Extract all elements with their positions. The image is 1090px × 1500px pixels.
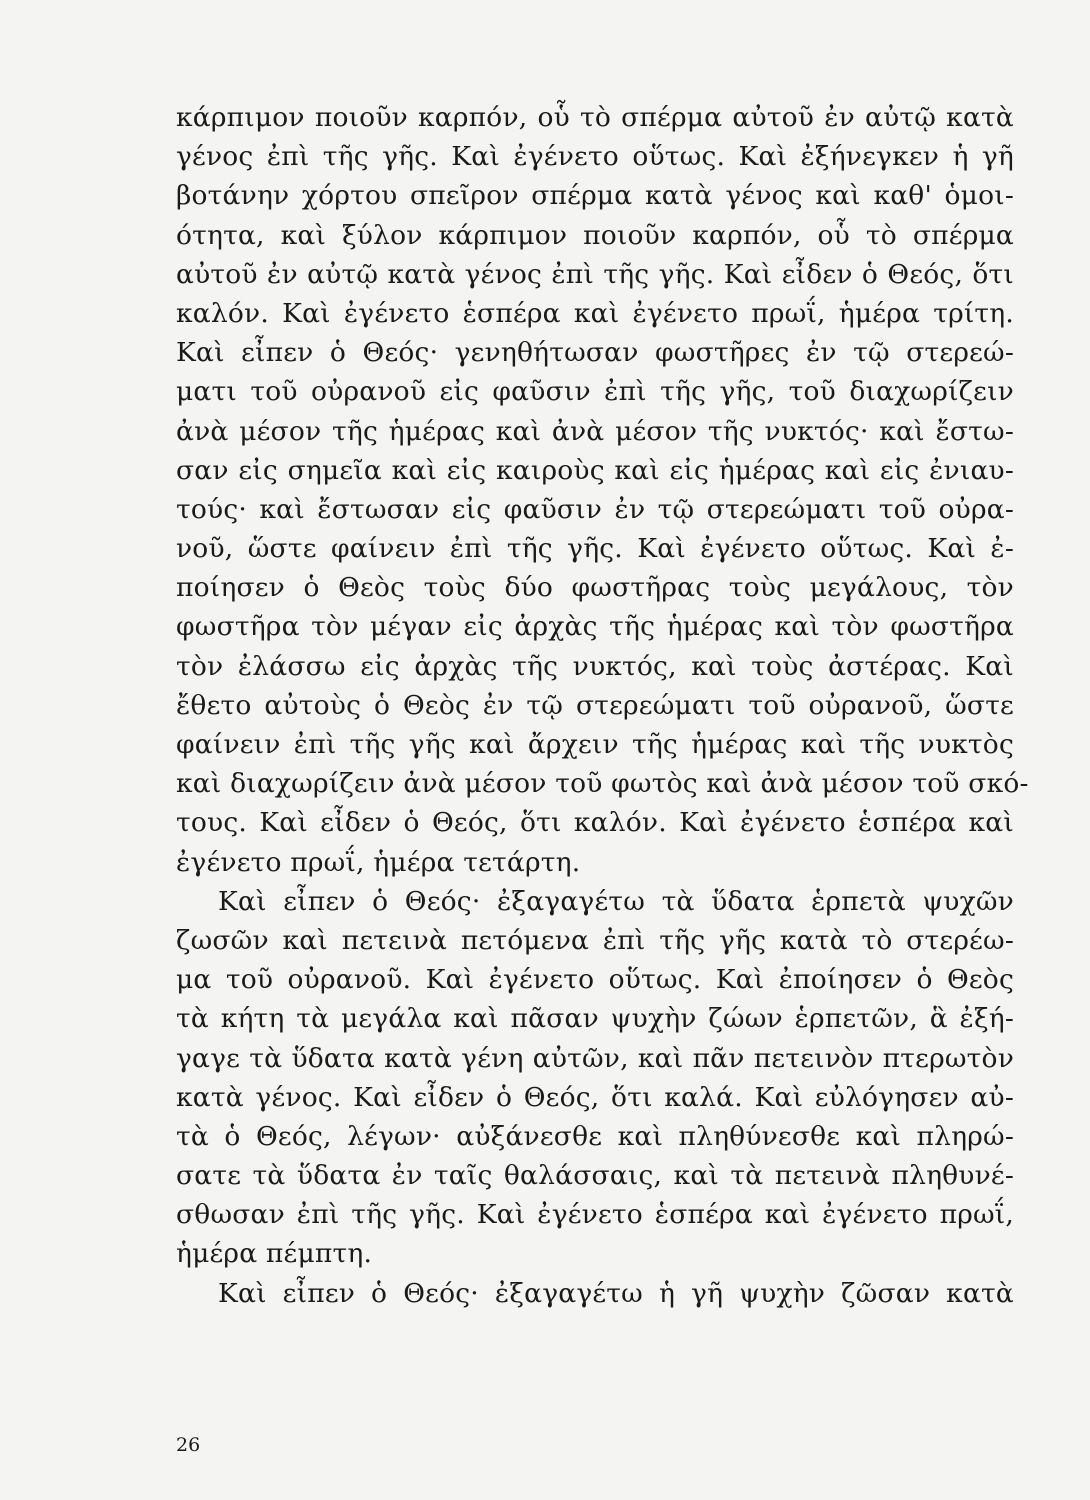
text-line: τούς· καὶ ἔστωσαν εἰς φαῦσιν ἐν τῷ στερεώματι τοῦ οὐρα-: [176, 493, 1014, 525]
text-line: σθωσαν ἐπὶ τῆς γῆς. Καὶ ἐγένετο ἑσπέρα καὶ ἐγένετο πρωΐ,: [176, 1199, 1014, 1231]
text-line: Καὶ εἶπεν ὁ Θεός· ἐξαγαγέτω ἡ γῆ ψυχὴν ζῶσαν κατὰ: [218, 1277, 1014, 1309]
text-line: ἡμέρα πέμπτη.: [176, 1238, 373, 1270]
text-line: ἔθετο αὐτοὺς ὁ Θεὸς ἐν τῷ στερεώματι τοῦ οὐρανοῦ, ὥστε: [176, 689, 1014, 721]
text-line: αὐτοῦ ἐν αὐτῷ κατὰ γένος ἐπὶ τῆς γῆς. Καὶ εἶδεν ὁ Θεός, ὅτι: [176, 258, 1014, 290]
text-line: ότητα, καὶ ξύλον κάρπιμον ποιοῦν καρπόν, οὗ τὸ σπέρμα: [176, 219, 1014, 251]
text-line: ματι τοῦ οὐρανοῦ εἰς φαῦσιν ἐπὶ τῆς γῆς, τοῦ διαχωρίζειν: [176, 376, 1014, 408]
text-line: Καὶ εἶπεν ὁ Θεός· ἐξαγαγέτω τὰ ὕδατα ἑρπετὰ ψυχῶν: [218, 885, 1014, 917]
text-line: τὸν ἐλάσσω εἰς ἀρχὰς τῆς νυκτός, καὶ τοὺς ἀστέρας. Καὶ: [176, 650, 1014, 682]
text-line: ἀνὰ μέσον τῆς ἡμέρας καὶ ἀνὰ μέσον τῆς νυκτός· καὶ ἔστω-: [176, 415, 1014, 447]
text-line: ποίησεν ὁ Θεὸς τοὺς δύο φωστῆρας τοὺς μεγάλους, τὸν: [176, 572, 1014, 604]
text-line: τὰ κήτη τὰ μεγάλα καὶ πᾶσαν ψυχὴν ζώων ἑρπετῶν, ἃ ἐξή-: [176, 1003, 1014, 1035]
text-line: καὶ διαχωρίζειν ἀνὰ μέσον τοῦ φωτὸς καὶ ἀνὰ μέσον τοῦ σκό-: [176, 768, 1029, 800]
text-line: φαίνειν ἐπὶ τῆς γῆς καὶ ἄρχειν τῆς ἡμέρας καὶ τῆς νυκτὸς: [176, 729, 1014, 760]
text-line: Καὶ εἶπεν ὁ Θεός· γενηθήτωσαν φωστῆρες ἐν τῷ στερεώ-: [176, 337, 1014, 369]
text-line: μα τοῦ οὐρανοῦ. Καὶ ἐγένετο οὕτως. Καὶ ἐποίησεν ὁ Θεὸς: [176, 964, 1014, 996]
text-line: τους. Καὶ εἶδεν ὁ Θεός, ὅτι καλόν. Καὶ ἐγένετο ἑσπέρα καὶ: [176, 807, 1014, 839]
text-line: ζωσῶν καὶ πετεινὰ πετόμενα ἐπὶ τῆς γῆς κατὰ τὸ στερέω-: [176, 924, 1014, 956]
page-number: 26: [176, 1434, 201, 1456]
text-line: τὰ ὁ Θεός, λέγων· αὐξάνεσθε καὶ πληθύνεσθε καὶ πληρώ-: [176, 1120, 1014, 1152]
text-line: σαν εἰς σημεῖα καὶ εἰς καιροὺς καὶ εἰς ἡμέρας καὶ εἰς ἐνιαυ-: [176, 454, 1014, 486]
text-line: βοτάνην χόρτου σπεῖρον σπέρμα κατὰ γένος καὶ καθ' ὁμοι-: [176, 180, 1014, 212]
text-line: φωστῆρα τὸν μέγαν εἰς ἀρχὰς τῆς ἡμέρας καὶ τὸν φωστῆρα: [176, 611, 1014, 643]
text-line: γαγε τὰ ὕδατα κατὰ γένη αὐτῶν, καὶ πᾶν πετεινὸν πτερωτὸν: [176, 1042, 1014, 1074]
text-line: κατὰ γένος. Καὶ εἶδεν ὁ Θεός, ὅτι καλά. Καὶ εὐλόγησεν αὐ-: [176, 1081, 1014, 1113]
text-line: καλόν. Καὶ ἐγένετο ἑσπέρα καὶ ἐγένετο πρωΐ, ἡμέρα τρίτη.: [176, 297, 1014, 329]
body-text: [176, 98, 1029, 1313]
text-line: ἐγένετο πρωΐ, ἡμέρα τετάρτη.: [176, 846, 581, 878]
text-line: σατε τὰ ὕδατα ἐν ταῖς θαλάσσαις, καὶ τὰ πετεινὰ πληθυνέ-: [176, 1160, 1014, 1192]
text-line: νοῦ, ὥστε φαίνειν ἐπὶ τῆς γῆς. Καὶ ἐγένετο οὕτως. Καὶ ἐ-: [176, 533, 1014, 565]
text-line: γένος ἐπὶ τῆς γῆς. Καὶ ἐγένετο οὕτως. Καὶ ἐξήνεγκεν ἡ γῆ: [176, 141, 1014, 173]
text-line: κάρπιμον ποιοῦν καρπόν, οὗ τὸ σπέρμα αὐτοῦ ἐν αὐτῷ κατὰ: [176, 102, 1014, 133]
